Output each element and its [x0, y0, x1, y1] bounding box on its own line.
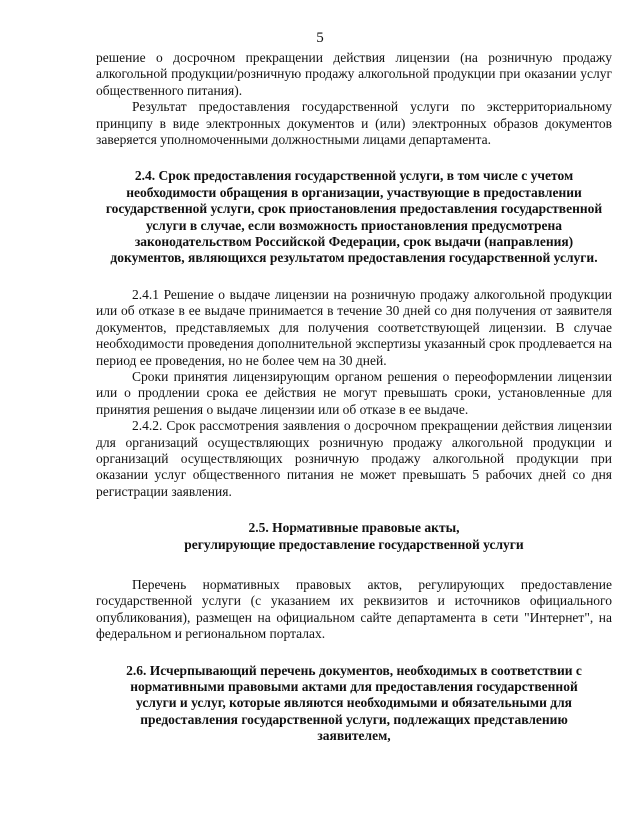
section-2-6-heading: 2.6. Исчерпывающий перечень документов, необходимых в соответствии с нормативными правовыми актами для предоставления государственной услуги и услуг, которые являются необходимыми и обязательными для предоставления государственной услуги, подлежащих представлению заявителем, — [126, 662, 582, 744]
paragraph-extraterritorial-result: Результат предоставления государственной услуги по экстерриториальному принципу в виде электронных документов и (или) электронных образов документов заверяется уполномоченными должностными лицами департамента. — [96, 99, 612, 148]
paragraph-2-4-1: 2.4.1 Решение о выдаче лицензии на розничную продажу алкогольной продукции или об отказе в ее выдаче принимается в течение 30 дней со дня получения от заявителя документов, представляемых для получения соответствующей лицензии. В случае необходимости проведения дополнительной экспертизы указанный срок продлевается на период ее проведения, но не более чем на 30 дней. — [96, 286, 612, 368]
section-2-5-heading-line1: 2.5. Нормативные правовые акты, — [248, 520, 460, 536]
section-2-5-heading-line2: регулирующие предоставление государственной услуги — [184, 536, 524, 552]
paragraph-2-4-2: 2.4.2. Срок рассмотрения заявления о досрочном прекращении действия лицензии для организаций осуществляющих розничную продажу алкогольной продукции и организаций осуществляющих розничную продажу алкогольной продукции при оказании услуг общественного питания не может превышать 5 рабочих дней со дня регистрации заявления. — [96, 418, 612, 499]
section-2-4-heading: 2.4. Срок предоставления государственной услуги, в том числе с учетом необходимости обращения в организации, участвующие в предоставлении государственной услуги, срок приостановления предоставления государственной услуги в случае, если возможность приостановления предусмотрена законодательством Российской Федерации, срок выдачи (направления) документов, являющихся результатом предоставления государственной услуги. — [105, 168, 603, 266]
document-body — [96, 50, 612, 745]
paragraph-reissue-terms: Сроки принятия лицензирующим органом решения о переоформлении лицензии или о продлении срока ее действия не могут превышать сроки, установленные для принятия решения о выдаче лицензии или об отказе в ее выдаче. — [96, 368, 612, 417]
paragraph-normative-acts: Перечень нормативных правовых актов, регулирующих предоставление государственной услуги (с указанием их реквизитов и источников официального опубликования), размещен на официальном сайте департамента в сети "Интернет", на федеральном и региональном порталах. — [96, 576, 612, 642]
paragraph-result-termination: решение о досрочном прекращении действия лицензии (на розничную продажу алкогольной продукции/розничную продажу алкогольной продукции при оказании услуг общественного питания). — [96, 50, 612, 98]
page-number: 5 — [316, 30, 324, 46]
